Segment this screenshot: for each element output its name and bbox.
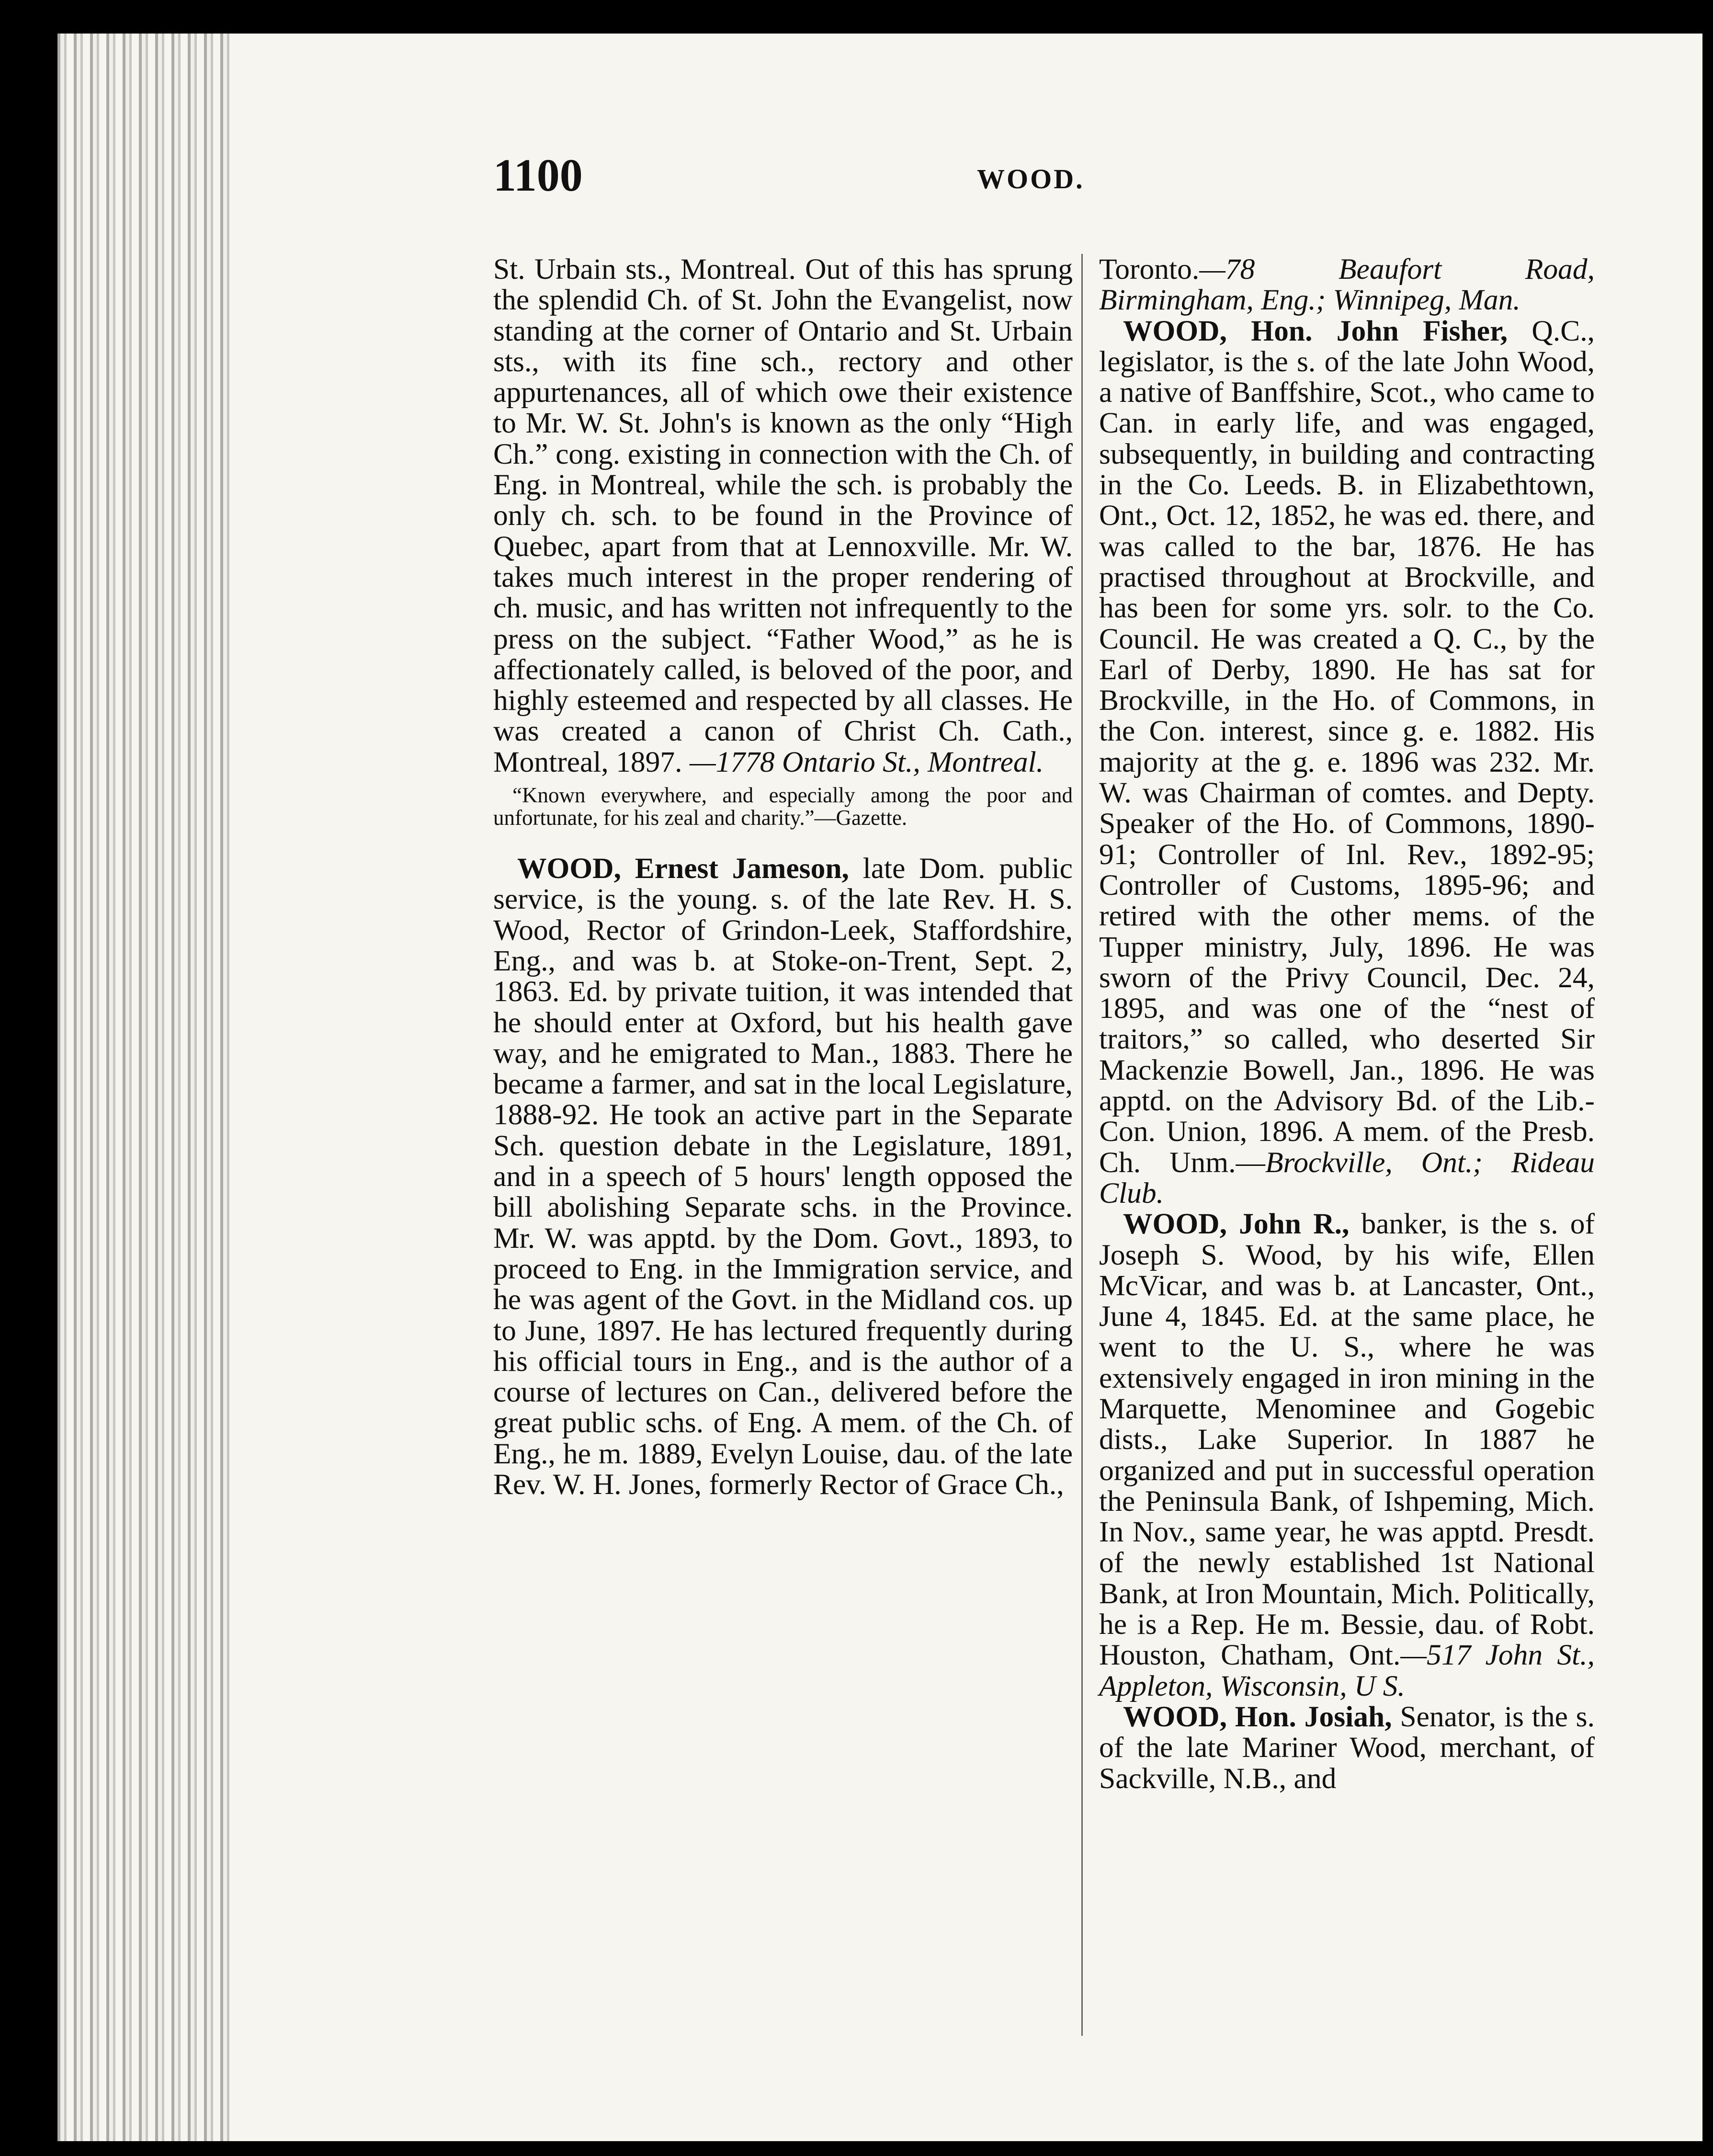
left-column bbox=[493, 254, 1073, 1500]
document-page bbox=[57, 34, 1702, 2141]
entry-text: Q.C., legislator, is the s. of the late John Wood, a native of Banffshire, Scot., who came to Can. in early life, and was engaged, subsequently, in building and contracting in the Co. Leeds. B. in Elizabethtown, Ont., Oct. 12, 1852, he was ed. there, and was called to the bar, 1876. He has practised throughout at Brockville, and has been for some yrs. solr. to the Co. Council. He was created a Q. C., by the Earl of Derby, 1890. He has sat for Brockville, in the Ho. of Commons, in the Con. interest, since g. e. 1882. His majority at the g. e. 1896 was 232. Mr. W. was Chairman of comtes. and Depty. Speaker of the Ho. of Commons, 1890-91; Controller of Inl. Rev., 1892-95; Controller of Customs, 1895-96; and retired with the other mems. of the Tupper ministry, July, 1896. He was sworn of the Privy Council, Dec. 24, 1895, and was one of the “nest of traitors,” so called, who deserted Sir Mackenzie Bowell, Jan., 1896. He was apptd. on the Advisory Bd. of the Lib.-Con. Union, 1896. A mem. of the Presb. Ch. Unm.— bbox=[1099, 314, 1595, 1179]
paragraph-text: Toronto. bbox=[1099, 253, 1200, 285]
entry-name: WOOD, Ernest Jameson, bbox=[517, 852, 849, 885]
address: —78 Beaufort Road, Birmingham, Eng.; Winnipeg, Man. bbox=[1099, 253, 1595, 317]
entry-john-r-wood bbox=[1099, 1209, 1595, 1701]
scan-binding-edge bbox=[57, 34, 230, 2141]
entry-text: late Dom. public service, is the young. s. of the late Rev. H. S. Wood, Rector of Grindon-Leek, Staffordshire, Eng., and was b. at Stoke-on-Trent, Sept. 2, 1863. Ed. by private tuition, it was intended that he should enter at Oxford, but his health gave way, and he emigrated to Man., 1883. There he became a farmer, and sat in the local Legislature, 1888-92. He took an active part in the Separate Sch. question debate in the Legislature, 1891, and in a speech of 5 hours' length opposed the bill abolishing Separate schs. in the Province. Mr. W. was apptd. by the Dom. Govt., 1893, to proceed to Eng. in the Immigration service, and he was agent of the Govt. in the Midland cos. up to June, 1897. He has lectured frequently during his official tours in Eng., and is the author of a course of lectures on Can., delivered before the great public schs. of Eng. A mem. of the Ch. of Eng., he m. 1889, Evelyn Louise, dau. of the late Rev. W. H. Jones, formerly Rector of Grace Ch., bbox=[493, 852, 1073, 1501]
paragraph-text: St. Urbain sts., Montreal. Out of this has sprung the splendid Ch. of St. John the Evangelist, now standing at the corner of Ontario and St. Urbain sts., with its fine sch., rectory and other appurtenances, all of which owe their existence to Mr. W. St. John's is known as the only “High Ch.” cong. existing in connection with the Ch. of Eng. in Montreal, while the sch. is probably the only ch. sch. to be found in the Province of Quebec, apart from that at Lennoxville. Mr. W. takes much interest in the proper rendering of ch. music, and has written not infrequently to the press on the subject. “Father Wood,” as he is affectionately called, is beloved of the poor, and highly esteemed and respected by all classes. He was created a canon of Christ Ch. Cath., Montreal, 1897. bbox=[493, 253, 1073, 778]
page-header bbox=[493, 148, 1568, 230]
address: —517 John St., Appleton, Wisconsin, U S. bbox=[1099, 1639, 1595, 1702]
address: Brockville, Ont.; Rideau Club. bbox=[1099, 1146, 1595, 1209]
entry-text: Senator, is the s. of the late Mariner Wood, merchant, of Sackville, N.B., and bbox=[1099, 1700, 1595, 1795]
paragraph-continued bbox=[1099, 254, 1595, 316]
entry-name: WOOD, Hon. Josiah, bbox=[1123, 1700, 1392, 1733]
address: —1778 Ontario St., Montreal. bbox=[689, 745, 1044, 778]
entry-ernest-jameson-wood bbox=[493, 853, 1073, 1500]
running-head: WOOD. bbox=[977, 163, 1085, 194]
press-quote: “Known everywhere, and especially among the poor and unfortunate, for his zeal and charity.”—Gazette. bbox=[493, 783, 1073, 830]
entry-name: WOOD, John R., bbox=[1123, 1208, 1350, 1241]
right-column bbox=[1099, 254, 1595, 1794]
entry-text: banker, is the s. of Joseph S. Wood, by his wife, Ellen McVicar, and was b. at Lancaster, Ont., June 4, 1845. Ed. at the same place, he went to the U. S., where he was extensively engaged in iron mining in the Marquette, Menominee and Gogebic dists., Lake Superior. In 1887 he organized and put in successful operation the Peninsula Bank, of Ishpeming, Mich. In Nov., same year, he was apptd. Presdt. of the newly established 1st National Bank, at Iron Mountain, Mich. Politically, he is a Rep. He m. Bessie, dau. of Robt. Houston, Chatham, Ont. bbox=[1099, 1208, 1595, 1672]
entry-josiah-wood bbox=[1099, 1701, 1595, 1794]
paragraph-continued bbox=[493, 254, 1073, 777]
page-number: 1100 bbox=[493, 149, 583, 201]
column-divider bbox=[1081, 254, 1083, 2036]
entry-name: WOOD, Hon. John Fisher, bbox=[1123, 314, 1508, 347]
entry-john-fisher-wood bbox=[1099, 316, 1595, 1209]
